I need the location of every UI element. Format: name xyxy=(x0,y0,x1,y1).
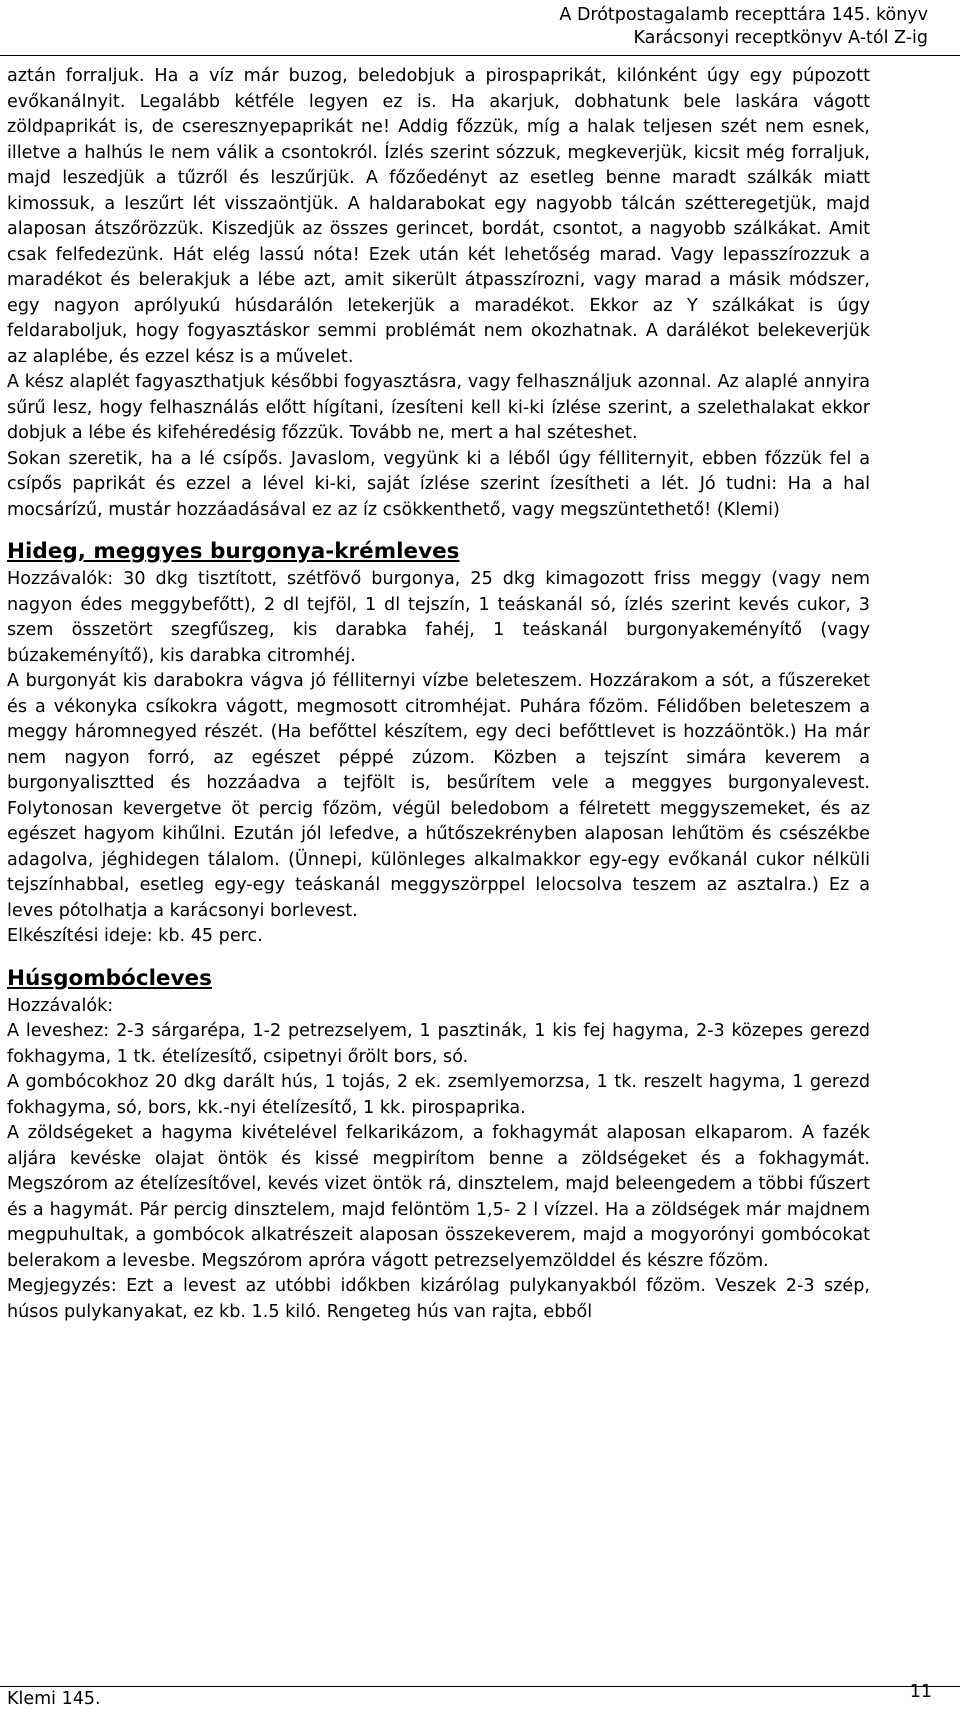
header-book-title: A Drótpostagalamb recepttára 145. könyv xyxy=(559,5,928,25)
recipe-prep-time: Elkészítési ideje: kb. 45 perc. xyxy=(7,926,263,946)
recipe-title: Húsgombócleves xyxy=(7,965,212,991)
body-paragraph: Sokan szeretik, ha a lé csípős. Javaslom, vegyünk ki a léből úgy félliternyit, ebben főzzük fel a csípős paprikát és ezzel a lével ki-ki, saját ízlése szerint ízesítheti a lét. Jó tudni: Ha a hal mocsárízű, mustár hozzáadásával ez az íz csökkenthető, vagy megszüntethető! (Klemi) xyxy=(7,448,870,520)
page-body xyxy=(7,64,870,1325)
footer-author: Klemi 145. xyxy=(7,1689,101,1709)
body-paragraph: aztán forraljuk. Ha a víz már buzog, beledobjuk a pirospaprikát, kilónként úgy egy púpozott evőkanálnyit. Legalább kétféle legyen ez is. Ha akarjuk, dobhatunk bele laskára vágott zöldpaprikát is, de cseresznyepaprikát ne! Addig főzzük, míg a halak teljesen szét nem esnek, illetve a halhús le nem válik a csontokról. Ízlés szerint sózzuk, megkeverjük, kicsit még forraljuk, majd leszedjük a tűzről és leszűrjük. A főzőedényt az esetleg benne maradt szálkák miatt kimossuk, a leszűrt lét visszaöntjük. A haldarabokat egy nagyobb tálcán szétteregetjük, majd alaposan átszőrözzük. Kiszedjük az összes gerincet, bordát, csontot, a nagyobb szálkákat. Amit csak felfedezünk. Hát elég lassú nóta! Ezek után két lehetőség marad. Vagy lepasszírozzuk a maradékot és belerakjuk a lébe azt, amit sikerült átpasszírozni, vagy marad a másik módszer, egy nagyon aprólyukú húsdarálón letekerjük a maradékot. Ekkor az Y szálkákat is úgy feldaraboljuk, hogy fogyasztáskor semmi problémát nem okozhatnak. A darálékot belekeverjük az alaplébe, és ezzel kész is a művelet. xyxy=(7,66,870,367)
recipe-instructions: A zöldségeket a hagyma kivételével felkarikázom, a fokhagymát alaposan elkaparom. A fazék aljára kevéske olajat öntök és kissé megpirítom benne a zöldségeket és a fokhagymát. Megszórom az ételízesítővel, kevés vizet öntök rá, dinsztelem, majd beleengedem a többi fűszert és a hagymát. Pár percig dinsztelem, majd felöntöm 1,5- 2 l vízzel. Ha a zöldségek már majdnem megpuhultak, a gombócok alkatrészeit alaposan összekeverem, majd a mogyorónyi gombócokat belerakom a levesbe. Megszórom apróra vágott petrezselyemzölddel és készre főzöm. xyxy=(7,1123,870,1271)
footer-divider xyxy=(0,1686,960,1687)
recipe-ingredients-soup: A leveshez: 2-3 sárgarépa, 1-2 petrezselyem, 1 pasztinák, 1 kis fej hagyma, 2-3 közepes gerezd fokhagyma, 1 tk. ételízesítő, csipetnyi őrölt bors, só. xyxy=(7,1021,870,1067)
header-book-subtitle: Karácsonyi receptkönyv A-tól Z-ig xyxy=(633,28,928,48)
recipe-ingredients-label: Hozzávalók: xyxy=(7,995,114,1016)
recipe-title: Hideg, meggyes burgonya-krémleves xyxy=(7,539,460,564)
header-divider xyxy=(0,55,960,56)
recipe-ingredients-dumplings: A gombócokhoz 20 dkg darált hús, 1 tojás, 2 ek. zsemlyemorzsa, 1 tk. reszelt hagyma, 1 gerezd fokhagyma, só, bors, kk.-nyi ételízesítő, 1 kk. pirospaprika. xyxy=(7,1072,870,1118)
recipe-instructions: A burgonyát kis darabokra vágva jó félliternyi vízbe beleteszem. Hozzárakom a sót, a fűszereket és a vékonyka csíkokra vágott, megmosott citromhéjat. Puhára főzöm. Félidőben beleteszem a meggy háromnegyed részét. (Ha befőttel készítem, egy deci befőttlevet is hozzáöntök.) Ha már nem nagyon forró, az egészet péppé zúzom. Közben a tejszínt simára keverem a burgonyalisztted és hozzáadva a tejfölt is, besűrítem vele a meggyes burgonyalevest. Folytonosan kevergetve öt percig főzöm, végül beledobom a félretett meggyszemeket, és az egészet hagyom kihűlni. Ezután jól lefedve, a hűtőszekrényben alaposan lehűtöm és csészékbe adagolva, jéghidegen tálalom. (Ünnepi, különleges alkalmakkor egy-egy evőkanál cukor nélküli tejszínhabbal, esetleg egy-egy teáskanál meggyszörppel lelocsolva teszem az asztalra.) Ez a leves pótolhatja a karácsonyi borlevest. xyxy=(7,671,870,921)
recipe-ingredients: Hozzávalók: 30 dkg tisztított, szétfövő burgonya, 25 dkg kimagozott friss meggy (vagy nem nagyon édes meggybefőtt), 2 dl tejföl, 1 dl tejszín, 1 teáskanál só, ízlés szerint kevés cukor, 3 szem összetört szegfűszeg, kis darabka fahéj, 1 teáskanál burgonyakeményítő (vagy búzakeményítő), kis darabka citromhéj. xyxy=(7,569,870,666)
page-number: 11 xyxy=(909,1682,932,1702)
body-paragraph: A kész alaplét fagyaszthatjuk későbbi fogyasztásra, vagy felhasználjuk azonnal. Az alaplé annyira sűrű lesz, hogy felhasználás előtt hígítani, ízesíteni kell ki-ki ízlése szerint, a szelethalakat ekkor dobjuk a lébe és kifehéredésig főzzük. Tovább ne, mert a hal széteshet. xyxy=(7,372,870,443)
recipe-note: Megjegyzés: Ezt a levest az utóbbi időkben kizárólag pulykanyakból főzöm. Veszek 2-3 szép, húsos pulykanyakat, ez kb. 1.5 kiló. Rengeteg hús van rajta, ebből xyxy=(7,1276,870,1322)
page-header xyxy=(328,4,928,50)
